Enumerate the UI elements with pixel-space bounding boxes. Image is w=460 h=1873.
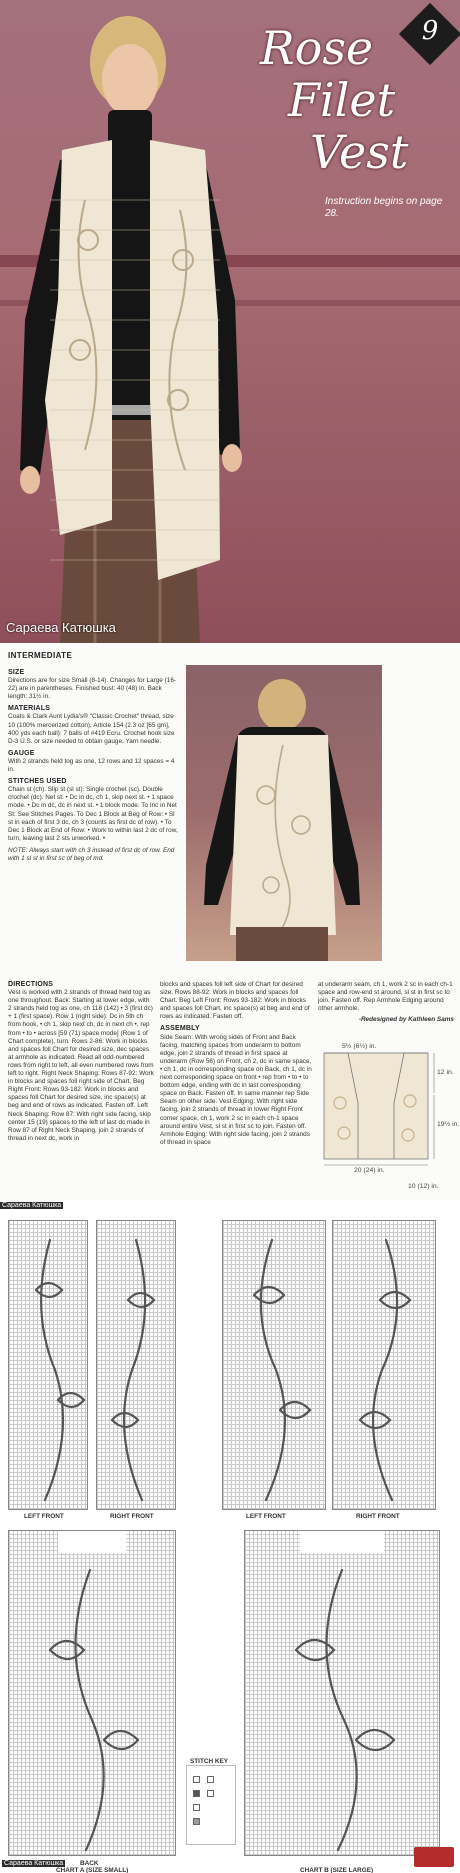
chart-label: RIGHT FRONT bbox=[110, 1513, 154, 1520]
schematic-drawing bbox=[318, 1043, 458, 1173]
model-back-figure bbox=[186, 665, 382, 961]
title-line: Vest bbox=[310, 125, 409, 179]
section-text: Vest is worked with 2 strands of thread held tog as one throughout. Back: Starting at lower edge, with 2 strands held tog as one, ch 118 (142) • 3 (first dc) + 1 (first space). Row 1 (right side): Dc in 5th ch from hook, • ch 1, skip next ch, dc in next ch •, rep from • to • across [59 (71) space mode] (Row 1 of Chart complete), turn. Rows 2-86: Work in blocks and spaces foll Chart for desired size, dec spaces at armhole as indicated. Read all odd-numbered rows from right to left, all even numbered rows from left to right. Right Neck Shaping: Rows 87-92: Work in blocks and spaces foll right side of Chart. Beg Right Front: Rows 93-182: Work in blocks and spaces foll Chart for desired size, inc space(s) at beg and end of rows as indicated. Fasten off. Left Neck Shaping: Row 87: With right side facing, skip center 15 (19) spaces to the left of last dc made in Row 87 of Right Neck Shaping, join 2 strands of thread in next dc, work in bbox=[8, 989, 154, 1142]
section-text: blocks and spaces foll left side of Chart for desired size. Rows 88-92: Work in blocks and spaces foll Chart. Beg Left Front: Rows 93-182: Work in blocks and spaces foll Chart, inc space(s) at beg and end of rows as indicated. Fasten off. bbox=[160, 981, 310, 1021]
back-view-photo bbox=[186, 665, 382, 961]
chart-right-front-a bbox=[96, 1220, 176, 1510]
hero-photo bbox=[0, 0, 460, 643]
key-inc-symbol bbox=[193, 1804, 200, 1811]
key-dec-symbol bbox=[193, 1818, 200, 1825]
chart-back-a bbox=[8, 1530, 176, 1856]
pattern-title bbox=[240, 22, 450, 178]
page-number: 9 bbox=[421, 16, 439, 46]
key-block-symbol bbox=[193, 1790, 200, 1797]
section-text: at underarm seam, ch 1, work 2 sc in each ch-1 space and row-end st around, sl st in first sc to join. Fasten off. Rep Armhole Edging around other armhole. bbox=[318, 981, 453, 1013]
dimension-label: 12 in. bbox=[437, 1069, 454, 1076]
dimension-label: 10 (12) in. bbox=[408, 1183, 439, 1190]
section-text: Side Seam: With wrong sides of Front and Back facing, matching spaces from underarm to bottom edge, join 2 strands of thread in first space at underarm (Row 56) on Front, ch 2, dc in same space, • ch 1, dc in corresponding space on Back, ch 1, dc in next corresponding space on front • rep from • to • to bottom edge, ending with dc in last corresponding space on Back. Fasten off. In same manner rep Side Seam on other side. Vest Edging: With right side facing, join 2 strands of thread in lower Right Front corner space, ch 1, work 2 sc in each ch-1 space around entire Vest, sl st in first sc to join. Fasten off. Armhole Edging: With right side facing, join 2 strands of thread in space bbox=[160, 1033, 312, 1146]
chart-label: BACK bbox=[80, 1860, 99, 1867]
section-heading: SIZE bbox=[8, 669, 25, 676]
title-line: Rose bbox=[260, 21, 374, 75]
chart-title: CHART B (SIZE LARGE) bbox=[300, 1867, 374, 1873]
filet-charts bbox=[0, 1200, 460, 1873]
section-heading: ASSEMBLY bbox=[160, 1025, 200, 1033]
section-heading: GAUGE bbox=[8, 749, 35, 757]
section-text: Chain st (ch). Slip st (sl st). Single crochet (sc). Double crochet (dc). Net st: • Dc in dc, ch 1, skip next st. • 1 space mode. • Dc in dc, dc in next st. • 1 block mode. To Inc in Net St: See Stitches Pages. To Dec 1 Block at Beg of Row: • Sl st in each of first 3 dc, ch 3 (counts as first dc of row). • To Dec 1 Block at End of Row: • Work to within last 2 dc of row, turn, leaving last 2 sts unworked. • bbox=[8, 786, 178, 842]
watermark: Сараева Катюшка bbox=[2, 1202, 62, 1209]
chart-label: RIGHT FRONT bbox=[356, 1513, 400, 1520]
chart-right-front-b bbox=[332, 1220, 436, 1510]
key-symbol bbox=[207, 1790, 214, 1797]
title-line: Filet bbox=[288, 73, 396, 127]
instruction-note: Instruction begins on page 28. bbox=[325, 196, 443, 219]
section-note: NOTE: Always start with ch 3 instead of first dc of row. End with 1 sl st in first sc of beg of md. bbox=[8, 846, 175, 862]
stitch-key bbox=[186, 1765, 236, 1845]
photo-credit: Сараева Катюшка bbox=[6, 620, 116, 635]
section-text: With 2 strands held tog as one, 12 rows and 12 spaces = 4 in. bbox=[8, 757, 175, 774]
vest-schematic bbox=[318, 1043, 458, 1213]
skill-level: INTERMEDIATE bbox=[8, 651, 73, 660]
key-symbol bbox=[207, 1776, 214, 1783]
chart-left-front-a bbox=[8, 1220, 88, 1510]
chart-left-front-b bbox=[222, 1220, 326, 1510]
designer-credit: -Redesigned by Kathleen Sams bbox=[358, 1016, 454, 1024]
directions-column-3 bbox=[318, 981, 454, 1041]
dimension-label: 19½ in. bbox=[437, 1121, 460, 1128]
pattern-panel bbox=[0, 643, 460, 1200]
chart-label: LEFT FRONT bbox=[246, 1513, 286, 1520]
directions-column-1 bbox=[8, 977, 154, 1200]
section-heading: STITCHES USED bbox=[8, 778, 67, 786]
watermark: Сараева Катюшка bbox=[4, 1860, 64, 1867]
section-text: Coats & Clark Aunt Lydia's® "Classic Crochet" thread, size 10 (100% mercerized cotton), Article 154 (2.3 oz [65 gm], 400 yds each ball): 7 balls of #419 Ecru. Crochet hook size D-3 U.S. or size needed to obtain gauge. Yarn needle. bbox=[8, 713, 175, 745]
site-logo bbox=[414, 1847, 454, 1867]
directions-column-2 bbox=[160, 981, 312, 1200]
stitch-key-title: STITCH KEY bbox=[190, 1758, 228, 1765]
section-text: Directions are for size Small (8-14). Changes for Large (16-22) are in parentheses. Finished bust: 40 (48) in. Back length: 31½ in. bbox=[8, 677, 177, 701]
section-heading: DIRECTIONS bbox=[8, 981, 54, 988]
chart-label: LEFT FRONT bbox=[24, 1513, 64, 1520]
dimension-label: 20 (24) in. bbox=[354, 1167, 385, 1174]
chart-back-b bbox=[244, 1530, 440, 1856]
intro-column bbox=[8, 665, 180, 973]
key-space-symbol bbox=[193, 1776, 200, 1783]
chart-title: CHART A (SIZE SMALL) bbox=[56, 1867, 129, 1873]
dimension-label: 5½ (6½) in. bbox=[342, 1043, 377, 1050]
section-heading: MATERIALS bbox=[8, 705, 51, 713]
